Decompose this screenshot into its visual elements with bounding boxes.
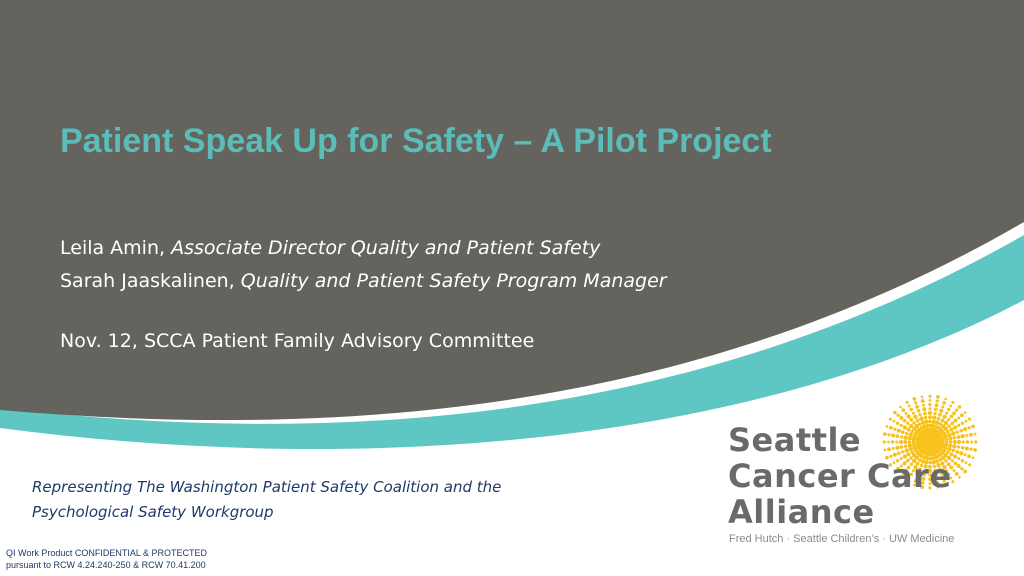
footer-line-2: pursuant to RCW 4.24.240-250 & RCW 70.41.200 [6, 560, 206, 570]
logo-line-2: Cancer Care [728, 457, 952, 495]
presenter-1 [60, 232, 667, 265]
scca-logo [725, 392, 1010, 552]
logo-tagline: Fred Hutch · Seattle Children’s · UW Medicine [729, 533, 955, 545]
representing-note: Representing The Washington Patient Safety Coalition and the Psychological Safety Workgroup [32, 478, 502, 521]
meeting-info: Nov. 12, SCCA Patient Family Advisory Committee [60, 330, 535, 352]
presenter-2 [60, 265, 667, 298]
logo-line-1: Seattle [728, 421, 862, 459]
presenter-list [60, 232, 667, 298]
presenter-1-role: Associate Director Quality and Patient Safety [171, 237, 601, 259]
slide-title: Patient Speak Up for Safety – A Pilot Project [60, 122, 772, 160]
footer-line-1: QI Work Product CONFIDENTIAL & PROTECTED [6, 548, 208, 558]
presenter-2-role: Quality and Patient Safety Program Manager [240, 270, 667, 292]
presenter-1-name: Leila Amin, [60, 237, 172, 259]
logo-line-3: Alliance [728, 493, 875, 531]
confidentiality-footer [6, 547, 207, 571]
presenter-2-name: Sarah Jaaskalinen, [60, 270, 241, 292]
